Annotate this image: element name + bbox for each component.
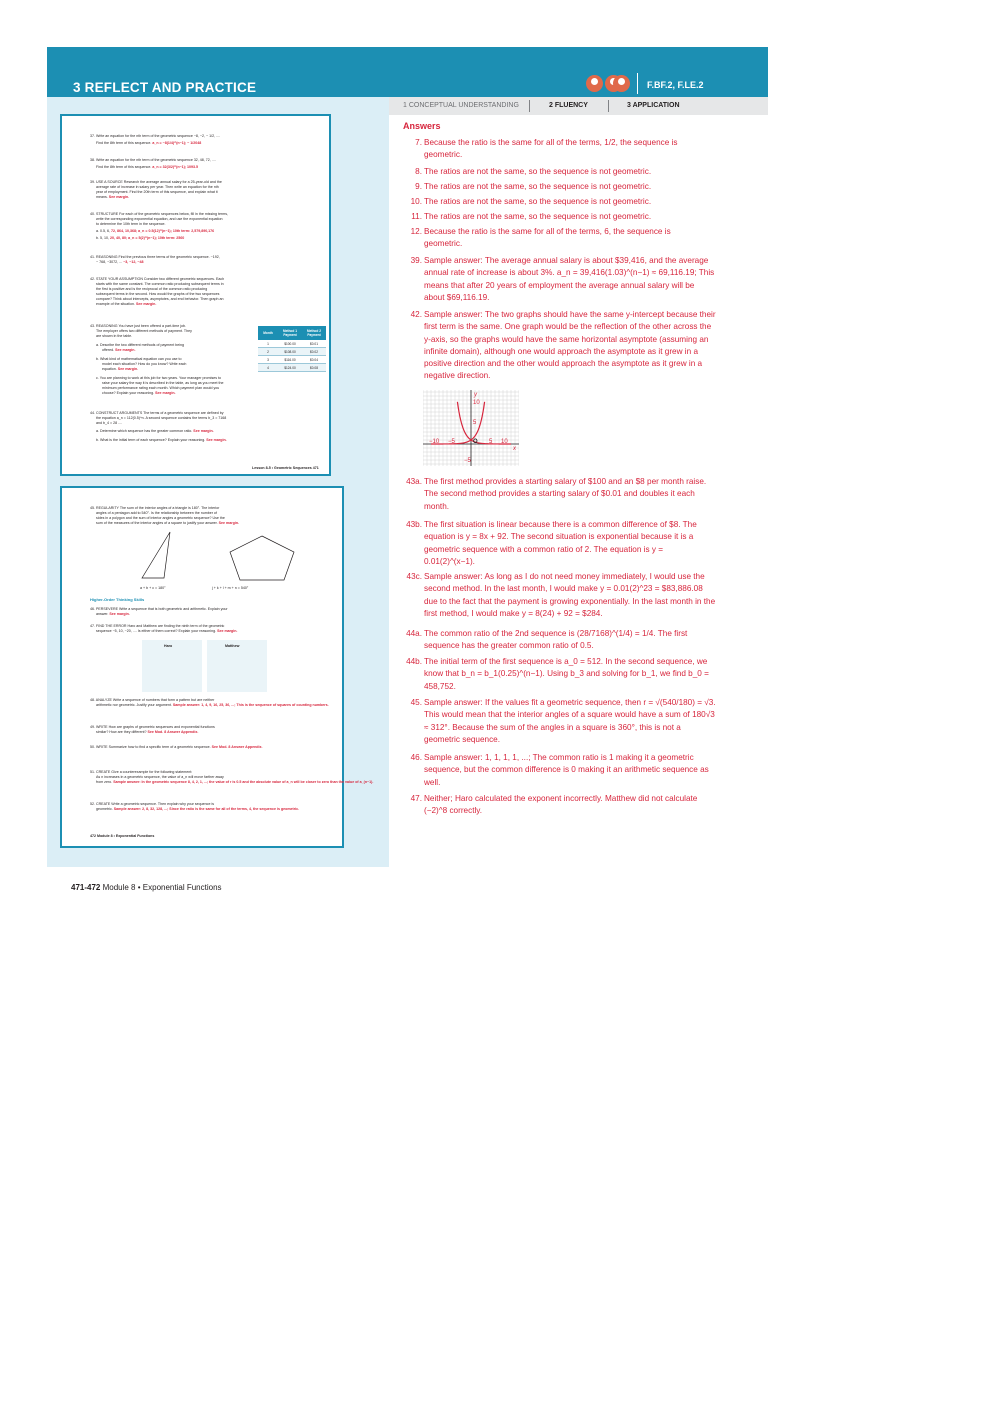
page-footer (71, 883, 222, 892)
haro-label: Haro (164, 644, 173, 648)
answer-number: 45. (410, 698, 422, 707)
answer-item (406, 628, 716, 653)
tab-conceptual-understanding: 1 CONCEPTUAL UNDERSTANDING (403, 102, 519, 109)
q43a-answer: See margin. (115, 348, 136, 352)
table-cell: $0.02 (310, 349, 318, 354)
x-tick-neg5: −5 (448, 439, 455, 445)
answer-number: 7. (415, 138, 422, 147)
q44-text-3: and b_4 = 28 .... (96, 421, 123, 425)
triangle-sum-label: a + b + c = 180° (140, 586, 166, 590)
answer-number: 9. (415, 182, 422, 191)
q37-text-2: Find the 8th term of this sequence. (96, 141, 152, 145)
q48-text-2: arithmetic nor geometric. Justify your argument. (96, 703, 172, 707)
pentagon-figure (230, 536, 294, 580)
q38-answer: a_n = 32(3/2)^(n−1); 1093.5 (152, 165, 198, 169)
answer-number: 47. (410, 794, 422, 803)
standards-label: F.BF.2, F.LE.2 (647, 80, 704, 90)
footer-module: Module 8 (102, 883, 136, 892)
q47-text: 47. FIND THE ERROR Haro and Matthew are finding the ninth term of the geometric (90, 624, 225, 628)
q46-text-2: answer. (96, 612, 109, 616)
answer-number: 39. (410, 256, 422, 265)
table-cell: $0.04 (310, 357, 318, 362)
person-icon (586, 75, 603, 92)
table-cell: $124.00 (284, 365, 296, 370)
q45-text-3: sides in a polygon and the sum of interior angles a geometric sequence? Use the (96, 516, 225, 520)
answer-number: 12. (410, 227, 422, 236)
answer-item (415, 181, 686, 193)
pentagon-sum-label: j + k + l + m + n = 540° (212, 586, 249, 590)
q48-answer: Sample answer: 1, 4, 9, 16, 25, 36, ...; This is the sequence of squares of counting numbers. (172, 703, 329, 707)
q49-answer: See Mod. 8 Answer Appendix. (147, 730, 199, 734)
y-tick-neg5: −5 (464, 458, 471, 464)
answer-text: The common ratio of the 2nd sequence is (28/7168)^(1/4) = 1/4. The first sequence has the greater common ratio of 0.5. (424, 629, 688, 651)
q49-text: 49. WRITE How are graphs of geometric sequences and exponential functions (90, 725, 215, 729)
answer-number: 11. (411, 212, 422, 221)
q39-text-3: year of employment. Find the 20th term of this sequence, and explain what it (96, 190, 218, 194)
answer-text: The ratios are not the same, so the sequence is not geometric. (424, 167, 652, 176)
q45-text-2: angles of a pentagon add to 540°. Is the relationship between the number of (96, 511, 217, 515)
answer-number: 46. (410, 753, 422, 762)
triangle-figure (142, 532, 170, 578)
q45-answer: See margin. (218, 521, 240, 525)
answer-item (410, 196, 686, 208)
q51-text-2: As n increases in a geometric sequence, the value of a_n will move farther away (96, 775, 224, 779)
student-page-472 (60, 486, 374, 848)
footer-pages: 471-472 (71, 883, 101, 892)
q46-text: 46. PERSEVERE Write a sequence that is both geometric and arithmetic. Explain your (90, 607, 228, 611)
y-tick-5: 5 (473, 420, 477, 426)
table-cell: $0.08 (310, 365, 318, 370)
q43b-answer: See margin. (117, 367, 139, 371)
answer-text: Sample answer: The average annual salary is about $39,416, and the average annual rate of increase is about 3%. a_n = 39,416(1.03)^(n−1) ≈ 69,116.19; This means that after 20 years of employment the average annual salary will be about $69,116.19. (424, 256, 715, 302)
section-title: 3 REFLECT AND PRACTICE (73, 80, 257, 95)
answer-text: The first method provides a starting salary of $100 and an $8 per month raise. The second method provides a starting salary of $0.01 and doubles it each month. (424, 477, 707, 511)
answer-text: Neither; Haro calculated the exponent incorrectly. Matthew did not calculate (−2)^8 correctly. (424, 794, 698, 816)
q49-text-2: similar? How are they different? (96, 730, 147, 734)
q44b-answer: See margin. (206, 438, 227, 442)
q44a-text: a. Determine which sequence has the greater common ratio. (96, 429, 193, 433)
q40-text: 40. STRUCTURE For each of the geometric sequences below, fill in the missing terms, (90, 212, 229, 216)
answer-text: The ratios are not the same, so the sequence is not geometric. (424, 197, 652, 206)
answer-item (406, 571, 716, 620)
hots-heading: Higher-Order Thinking Skills (90, 597, 145, 602)
q45-text: 45. REGULARITY The sum of the interior angles of a triangle is 180°. The interior (90, 506, 220, 510)
answer-item (406, 656, 716, 693)
level-tabs (389, 97, 768, 115)
tab-separator (608, 100, 609, 112)
q51-text: 51. CREATE Give a counterexample for the following statement: (90, 770, 193, 774)
q45-text-4: sum of the measures of the interior angles of a square to justify your answer. (96, 521, 218, 525)
answer-item (410, 226, 686, 251)
answer-item (410, 309, 716, 383)
q40b-answer: 20, 40, 80; a_n = 5(2)^(n−1); 10th term: 2560 (110, 236, 185, 240)
answer-number: 42. (410, 310, 422, 319)
matthew-work-box (207, 640, 267, 692)
q41-text-2: − 768, −3072, ... (96, 260, 123, 264)
q40-text-3: to determine the 10th term in the sequence. (96, 222, 166, 226)
page-472-footer: 472 Module 8 • Exponential Functions (90, 834, 155, 838)
q40a-text: a. 0.5, 6, (96, 229, 110, 233)
q44-text-2: the equation a_n = 112(0.5)^n. A second sequence contains the terms b_3 = 7168 (96, 416, 227, 420)
x-tick-neg10: −10 (429, 439, 440, 445)
q51-answer: Sample answer: In the geometric sequence 8, 4, 2, 1, ...; the value of r is 0.5 and the absolute value of a_n will be closer to zero than the value of a_(n−1). (113, 780, 374, 784)
answer-text: Sample answer: If the values fit a geometric sequence, then r = √(540/180) = √3. This would mean that the interior angles of a square would have a sum of 180√3 ≈ 312°. Because the sum of the angles in a square is 360°, this is not a geometric sequence. (424, 698, 716, 744)
student-page-471 (60, 114, 331, 476)
answer-number: 43b. (406, 520, 422, 529)
q39-text-2: average rate of increase in salary per year. Then write an equation for the nth (96, 185, 219, 189)
q40a-answer: 72, 864, 10,368; a_n = 0.5(12)^(n−1); 10th term: 2,579,890,176 (111, 229, 215, 233)
q42-text-2: starts with the same constant. The common ratio producing subsequent terms in (96, 282, 224, 286)
answer-number: 44b. (406, 657, 422, 666)
q48-text: 48. ANALYZE Write a sequence of numbers that form a pattern but are neither (90, 698, 215, 702)
q43c-answer: See margin. (155, 391, 176, 395)
q42-text-3: the first is positive and is the reciprocal of the common ratio producing (96, 287, 208, 291)
tab-application: 3 APPLICATION (627, 102, 680, 109)
q42-text-6: example of the situation. (96, 302, 135, 306)
answer-text: Because the ratio is the same for all of the terms, 6, the sequence is geometric. (424, 227, 671, 249)
q43c-text-3: minimum performance rating each month. Which payment plan would you (102, 386, 220, 390)
q39-text: 39. USE A SOURCE Research the average annual salary for a 25-year-old and the (90, 180, 222, 184)
q46-answer: See margin. (109, 612, 130, 616)
q40-text-2: write the corresponding exponential equation, and use the exponential equation (96, 217, 223, 221)
q50-text: 50. WRITE Summarize how to find a specific term of a geometric sequence. (90, 745, 211, 749)
q43-text-2: The employer offers two different methods of payment. They (96, 329, 192, 333)
answer-text: Sample answer: As long as I do not need money immediately, I would use the second method. In the last month, I would make y = 0.01(2)^23 = $83,886.08 due to the fact that the payment is growing exponentially. In the last month in the first method, I would make y = 8(24) + 92 = $284. (424, 572, 716, 618)
matthew-label: Matthew (225, 644, 240, 648)
answer-text: Sample answer: 1, 1, 1, 1, ...; The common ratio is 1 making it a geometric sequence, but the common difference is 0 making it an arithmetic sequence as well. (424, 753, 709, 787)
q38-text: 38. Write an equation for the nth term of the geometric sequence 32, 48, 72, .... (90, 158, 216, 162)
answer-number: 10. (410, 197, 422, 206)
table-cell: $0.01 (310, 341, 318, 346)
q47-text-2: sequence −5, 10, −20, .... Is either of them correct? Explain your reasoning. (96, 629, 217, 633)
answer-item (406, 476, 716, 513)
q40b-text: b. 5, 10, (96, 236, 109, 240)
q52-answer: Sample answer: 2, 8, 32, 128, ...; Since the ratio is the same for all of the terms, 4, the sequence is geometric. (113, 807, 300, 811)
q44-text: 44. CONSTRUCT ARGUMENTS The terms of a geometric sequence are defined by (90, 411, 224, 415)
q38-text-2: Find the 8th term of this sequence. (96, 165, 152, 169)
answer-item (415, 137, 686, 162)
answer-item (415, 166, 686, 178)
q50-answer: See Mod. 8 Answer Appendix. (211, 745, 263, 749)
table-header-month: Month (263, 331, 273, 335)
group-icon-second-person (613, 75, 630, 92)
q43a-text: a. Describe the two different methods of payment being (96, 343, 185, 347)
table-row (258, 348, 326, 356)
footer-topic: Exponential Functions (142, 883, 222, 892)
answer-42-graph (423, 390, 519, 466)
tab-fluency: 2 FLUENCY (549, 102, 588, 109)
q43-text: 43. REASONING You have just been offered a part-time job. (90, 324, 187, 328)
q42-answer: See margin. (135, 302, 157, 306)
answer-text: Because the ratio is the same for all of the terms, 1/2, the sequence is geometric. (424, 138, 678, 160)
page-471-footer: Lesson 8-5 • Geometric Sequences 471 (252, 466, 319, 470)
answer-item (406, 519, 716, 568)
answer-number: 43c. (406, 572, 422, 581)
q39-text-4: means. (96, 195, 108, 199)
y-axis-label: y (474, 392, 477, 398)
q43-text-3: are shown in the table. (96, 334, 133, 338)
q43c-text: c. You are planning to work at this job for two years. Your manager promises to (96, 376, 222, 380)
q51-text-3: from zero. (96, 780, 113, 784)
x-tick-10: 10 (501, 439, 508, 445)
footer-separator: • (137, 883, 141, 892)
q43c-text-4: choose? Explain your reasoning. (102, 391, 155, 395)
q44b-text: b. What is the initial term of each sequence? Explain your reasoning. (96, 438, 206, 442)
standards-divider (637, 73, 638, 94)
x-tick-5: 5 (489, 439, 493, 445)
y-tick-10: 10 (473, 400, 480, 406)
table-cell: 1 (267, 341, 269, 346)
table-cell: 4 (267, 365, 269, 370)
tab-separator (529, 100, 530, 112)
x-axis-label: x (513, 446, 516, 452)
q43b-text: b. What kind of mathematical equation can you use to (96, 357, 182, 361)
q43a-text-2: offered. (102, 348, 115, 352)
table-cell: $100.00 (284, 341, 296, 346)
q39-answer: See margin. (108, 195, 130, 199)
answer-item (410, 752, 716, 789)
q41-text: 41. REASONING Find the previous three terms of the geometric sequence. −192, (90, 255, 220, 259)
q41-answer: −3, −12, −48 (123, 260, 144, 264)
answer-text: Sample answer: The two graphs should have the same y-intercept because their first term is the same. One graph would be the reflection of the other across the y-axis, so the graphs would have the same horizontal asymptote (assuming an infinite domain), although one would approach the asymptote as it grew in a positive direction and the other would approach the asymptote as it grew in a negative direction. (424, 310, 716, 381)
answer-item (410, 793, 716, 818)
payment-table (258, 326, 326, 372)
polygon-figures (122, 526, 322, 584)
answer-text: The ratios are not the same, so the sequence is not geometric. (424, 212, 652, 221)
table-header-method-1: Method 1 Payment (283, 329, 297, 337)
table-cell: 3 (267, 357, 269, 362)
table-cell: 2 (267, 349, 269, 354)
answer-text: The first situation is linear because there is a common difference of $8. The equation is y = 8x + 92. The second situation is exponential because it is a geometric sequence with a common ratio of 2. The equation is y = 0.01(2)^(x−1). (424, 520, 697, 566)
answer-item (410, 697, 716, 746)
q42-text-4: subsequent terms in the second. How would the graphs of the two sequences (96, 292, 220, 296)
q47-answer: See margin. (217, 629, 238, 633)
q44a-answer: See margin. (193, 429, 214, 433)
table-header-method-2: Method 2 Payment (307, 329, 321, 337)
q43b-text-3: equation. (102, 367, 117, 371)
answer-item (410, 255, 716, 304)
q52-text: 52. CREATE Write a geometric sequence. Then explain why your sequence is (90, 802, 215, 806)
answer-number: 44a. (406, 629, 422, 638)
answer-number: 8. (415, 167, 422, 176)
q42-text-5: compare? Think about intercepts, asymptotes, and end behavior. Then graph an (96, 297, 224, 301)
origin-label: O (473, 439, 478, 445)
table-row (258, 340, 326, 348)
answers-heading: Answers (403, 121, 441, 131)
answer-item (411, 211, 686, 223)
q43b-text-2: model each situation? How do you know? Write each (102, 362, 187, 366)
table-row (258, 356, 326, 364)
table-body (258, 340, 326, 372)
table-cell: $108.00 (284, 349, 296, 354)
q37-text: 37. Write an equation for the nth term of the geometric sequence −8, −2, − 1/2, .... (90, 134, 221, 138)
answer-text: The ratios are not the same, so the sequence is not geometric. (424, 182, 652, 191)
q52-text-2: geometric. (96, 807, 113, 811)
q37-answer: a_n = −8(1/4)^(n−1); − 1/2048 (152, 141, 202, 145)
header-banner (47, 47, 768, 97)
answer-text: The initial term of the first sequence is a_0 = 512. In the second sequence, we know that b_n = b_1(0.25)^(n−1). Using b_3 and solving for b_1, we find b_0 = 458,752. (424, 657, 709, 691)
table-row (258, 364, 326, 372)
q42-text: 42. STATE YOUR ASSUMPTION Consider two different geometric sequences. Each (90, 277, 225, 281)
q43c-text-2: raise your salary the way it is described in the table, as long as you meet the (102, 381, 224, 385)
table-cell: $116.00 (284, 357, 296, 362)
haro-work-box (142, 640, 202, 692)
answer-number: 43a. (406, 477, 422, 486)
